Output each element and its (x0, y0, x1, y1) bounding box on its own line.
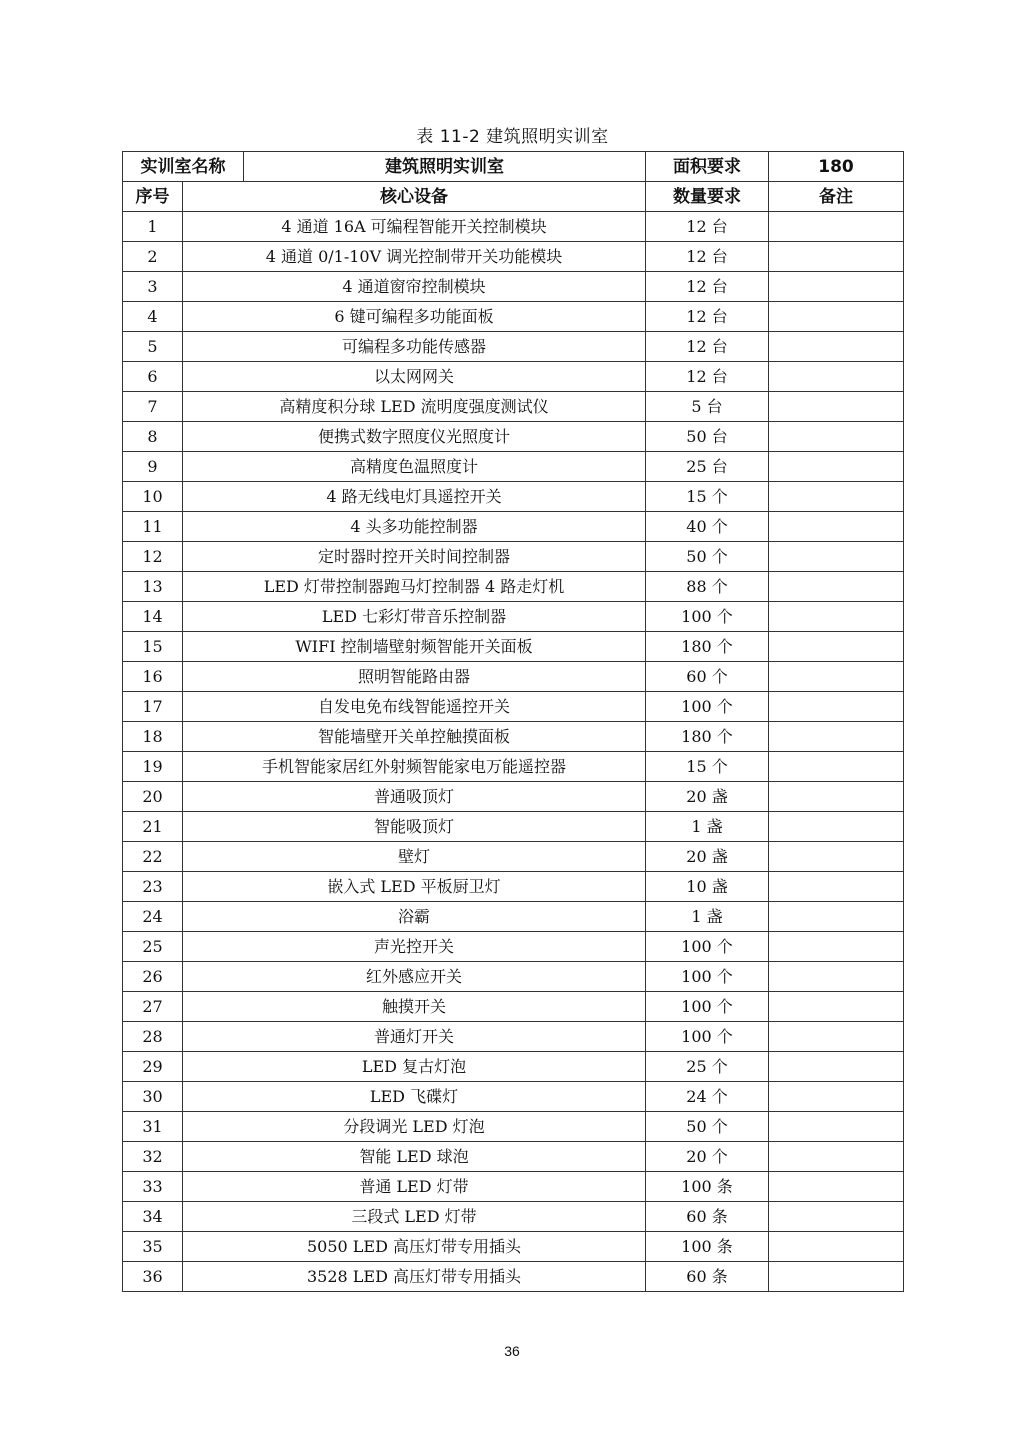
remark-cell (769, 422, 904, 452)
equipment-cell: LED 灯带控制器跑马灯控制器 4 路走灯机 (183, 572, 646, 602)
equipment-cell: LED 复古灯泡 (183, 1052, 646, 1082)
remark-cell (769, 632, 904, 662)
remark-cell (769, 1232, 904, 1262)
remark-cell (769, 1262, 904, 1292)
seq-cell: 23 (123, 872, 183, 902)
seq-cell: 22 (123, 842, 183, 872)
remark-cell (769, 482, 904, 512)
table-row (123, 332, 904, 362)
quantity-cell: 12 台 (646, 272, 769, 302)
quantity-cell: 100 个 (646, 1022, 769, 1052)
equipment-cell: 4 头多功能控制器 (183, 512, 646, 542)
remark-cell (769, 692, 904, 722)
quantity-cell: 20 盏 (646, 842, 769, 872)
seq-cell: 32 (123, 1142, 183, 1172)
table-row (123, 572, 904, 602)
remark-cell (769, 842, 904, 872)
quantity-cell: 10 盏 (646, 872, 769, 902)
quantity-cell: 15 个 (646, 752, 769, 782)
equipment-cell: 智能吸顶灯 (183, 812, 646, 842)
equipment-cell: 高精度积分球 LED 流明度强度测试仪 (183, 392, 646, 422)
seq-cell: 17 (123, 692, 183, 722)
equipment-cell: 声光控开关 (183, 932, 646, 962)
table-row (123, 1112, 904, 1142)
seq-cell: 19 (123, 752, 183, 782)
quantity-cell: 15 个 (646, 482, 769, 512)
table-row (123, 662, 904, 692)
equipment-cell: LED 飞碟灯 (183, 1082, 646, 1112)
seq-cell: 3 (123, 272, 183, 302)
remark-cell (769, 272, 904, 302)
equipment-cell: 红外感应开关 (183, 962, 646, 992)
quantity-cell: 100 条 (646, 1172, 769, 1202)
equipment-cell: 高精度色温照度计 (183, 452, 646, 482)
quantity-cell: 12 台 (646, 242, 769, 272)
quantity-cell: 100 条 (646, 1232, 769, 1262)
seq-cell: 5 (123, 332, 183, 362)
seq-cell: 7 (123, 392, 183, 422)
remark-cell (769, 1202, 904, 1232)
table-row (123, 632, 904, 662)
seq-cell: 21 (123, 812, 183, 842)
table-row (123, 1202, 904, 1232)
equipment-cell: 照明智能路由器 (183, 662, 646, 692)
seq-cell: 34 (123, 1202, 183, 1232)
remark-cell (769, 992, 904, 1022)
remark-cell (769, 1142, 904, 1172)
quantity-cell: 60 个 (646, 662, 769, 692)
remark-cell (769, 782, 904, 812)
quantity-cell: 5 台 (646, 392, 769, 422)
seq-cell: 27 (123, 992, 183, 1022)
table-row (123, 1172, 904, 1202)
seq-cell: 26 (123, 962, 183, 992)
remark-cell (769, 812, 904, 842)
area-label: 面积要求 (646, 152, 769, 182)
remark-cell (769, 542, 904, 572)
equipment-cell: 3528 LED 高压灯带专用插头 (183, 1262, 646, 1292)
seq-cell: 9 (123, 452, 183, 482)
quantity-cell: 50 个 (646, 1112, 769, 1142)
table-row (123, 692, 904, 722)
seq-cell: 28 (123, 1022, 183, 1052)
table-row (123, 272, 904, 302)
remark-cell (769, 1172, 904, 1202)
equipment-cell: 以太网网关 (183, 362, 646, 392)
seq-cell: 33 (123, 1172, 183, 1202)
remark-cell (769, 572, 904, 602)
col-equipment-header: 核心设备 (183, 182, 646, 212)
equipment-cell: 嵌入式 LED 平板厨卫灯 (183, 872, 646, 902)
table-row (123, 422, 904, 452)
seq-cell: 25 (123, 932, 183, 962)
table-row (123, 212, 904, 242)
quantity-cell: 12 台 (646, 362, 769, 392)
seq-cell: 30 (123, 1082, 183, 1112)
room-header-row (123, 152, 904, 182)
quantity-cell: 1 盏 (646, 902, 769, 932)
seq-cell: 16 (123, 662, 183, 692)
table-row (123, 872, 904, 902)
quantity-cell: 12 台 (646, 332, 769, 362)
equipment-cell: 5050 LED 高压灯带专用插头 (183, 1232, 646, 1262)
equipment-cell: 普通吸顶灯 (183, 782, 646, 812)
remark-cell (769, 452, 904, 482)
remark-cell (769, 302, 904, 332)
seq-cell: 20 (123, 782, 183, 812)
equipment-cell: 4 通道 16A 可编程智能开关控制模块 (183, 212, 646, 242)
quantity-cell: 100 个 (646, 602, 769, 632)
quantity-cell: 20 盏 (646, 782, 769, 812)
table-row (123, 452, 904, 482)
equipment-cell: 智能墙壁开关单控触摸面板 (183, 722, 646, 752)
seq-cell: 14 (123, 602, 183, 632)
equipment-cell: 4 通道窗帘控制模块 (183, 272, 646, 302)
equipment-cell: 触摸开关 (183, 992, 646, 1022)
table-row (123, 512, 904, 542)
quantity-cell: 60 条 (646, 1202, 769, 1232)
table-row (123, 722, 904, 752)
equipment-cell: 智能 LED 球泡 (183, 1142, 646, 1172)
seq-cell: 35 (123, 1232, 183, 1262)
equipment-cell: 4 通道 0/1-10V 调光控制带开关功能模块 (183, 242, 646, 272)
remark-cell (769, 1112, 904, 1142)
quantity-cell: 100 个 (646, 932, 769, 962)
remark-cell (769, 392, 904, 422)
remark-cell (769, 752, 904, 782)
table-row (123, 242, 904, 272)
quantity-cell: 180 个 (646, 722, 769, 752)
equipment-cell: 可编程多功能传感器 (183, 332, 646, 362)
quantity-cell: 50 个 (646, 542, 769, 572)
seq-cell: 24 (123, 902, 183, 932)
equipment-cell: 便携式数字照度仪光照度计 (183, 422, 646, 452)
quantity-cell: 12 台 (646, 302, 769, 332)
remark-cell (769, 602, 904, 632)
equipment-cell: 浴霸 (183, 902, 646, 932)
quantity-cell: 50 台 (646, 422, 769, 452)
table-row (123, 1022, 904, 1052)
quantity-cell: 12 台 (646, 212, 769, 242)
table-row (123, 1082, 904, 1112)
quantity-cell: 25 台 (646, 452, 769, 482)
quantity-cell: 88 个 (646, 572, 769, 602)
remark-cell (769, 1052, 904, 1082)
table-row (123, 812, 904, 842)
equipment-table (122, 151, 904, 1292)
quantity-cell: 100 个 (646, 962, 769, 992)
remark-cell (769, 902, 904, 932)
remark-cell (769, 962, 904, 992)
quantity-cell: 100 个 (646, 692, 769, 722)
quantity-cell: 1 盏 (646, 812, 769, 842)
table-row (123, 1232, 904, 1262)
page-number: 36 (504, 1343, 520, 1359)
quantity-cell: 60 条 (646, 1262, 769, 1292)
equipment-cell: 自发电免布线智能遥控开关 (183, 692, 646, 722)
col-remark-header: 备注 (769, 182, 904, 212)
table-row (123, 602, 904, 632)
seq-cell: 36 (123, 1262, 183, 1292)
table-row (123, 1262, 904, 1292)
equipment-cell: 4 路无线电灯具遥控开关 (183, 482, 646, 512)
remark-cell (769, 212, 904, 242)
seq-cell: 10 (123, 482, 183, 512)
table-row (123, 962, 904, 992)
area-value: 180 (769, 152, 904, 182)
room-label: 实训室名称 (123, 152, 244, 182)
column-header-row (123, 182, 904, 212)
quantity-cell: 25 个 (646, 1052, 769, 1082)
remark-cell (769, 362, 904, 392)
equipment-cell: LED 七彩灯带音乐控制器 (183, 602, 646, 632)
equipment-cell: 定时器时控开关时间控制器 (183, 542, 646, 572)
table-row (123, 1052, 904, 1082)
remark-cell (769, 242, 904, 272)
equipment-cell: 普通灯开关 (183, 1022, 646, 1052)
table-row (123, 542, 904, 572)
table-row (123, 752, 904, 782)
table-row (123, 992, 904, 1022)
quantity-cell: 100 个 (646, 992, 769, 1022)
seq-cell: 31 (123, 1112, 183, 1142)
seq-cell: 15 (123, 632, 183, 662)
remark-cell (769, 1082, 904, 1112)
remark-cell (769, 1022, 904, 1052)
seq-cell: 29 (123, 1052, 183, 1082)
table-row (123, 932, 904, 962)
remark-cell (769, 872, 904, 902)
equipment-cell: 6 键可编程多功能面板 (183, 302, 646, 332)
table-row (123, 902, 904, 932)
seq-cell: 8 (123, 422, 183, 452)
table-row (123, 782, 904, 812)
equipment-cell: 手机智能家居红外射频智能家电万能遥控器 (183, 752, 646, 782)
room-name: 建筑照明实训室 (244, 152, 646, 182)
remark-cell (769, 512, 904, 542)
remark-cell (769, 332, 904, 362)
equipment-cell: 普通 LED 灯带 (183, 1172, 646, 1202)
quantity-cell: 180 个 (646, 632, 769, 662)
seq-cell: 6 (123, 362, 183, 392)
quantity-cell: 24 个 (646, 1082, 769, 1112)
remark-cell (769, 722, 904, 752)
seq-cell: 12 (123, 542, 183, 572)
table-row (123, 392, 904, 422)
seq-cell: 4 (123, 302, 183, 332)
equipment-cell: 三段式 LED 灯带 (183, 1202, 646, 1232)
seq-cell: 18 (123, 722, 183, 752)
equipment-cell: WIFI 控制墙壁射频智能开关面板 (183, 632, 646, 662)
col-seq-header: 序号 (123, 182, 183, 212)
equipment-cell: 壁灯 (183, 842, 646, 872)
seq-cell: 1 (123, 212, 183, 242)
seq-cell: 2 (123, 242, 183, 272)
quantity-cell: 20 个 (646, 1142, 769, 1172)
quantity-cell: 40 个 (646, 512, 769, 542)
seq-cell: 13 (123, 572, 183, 602)
seq-cell: 11 (123, 512, 183, 542)
remark-cell (769, 932, 904, 962)
col-quantity-header: 数量要求 (646, 182, 769, 212)
table-row (123, 482, 904, 512)
table-caption: 表 11-2 建筑照明实训室 (416, 127, 609, 147)
table-row (123, 362, 904, 392)
table-row (123, 842, 904, 872)
remark-cell (769, 662, 904, 692)
table-row (123, 302, 904, 332)
table-row (123, 1142, 904, 1172)
equipment-cell: 分段调光 LED 灯泡 (183, 1112, 646, 1142)
